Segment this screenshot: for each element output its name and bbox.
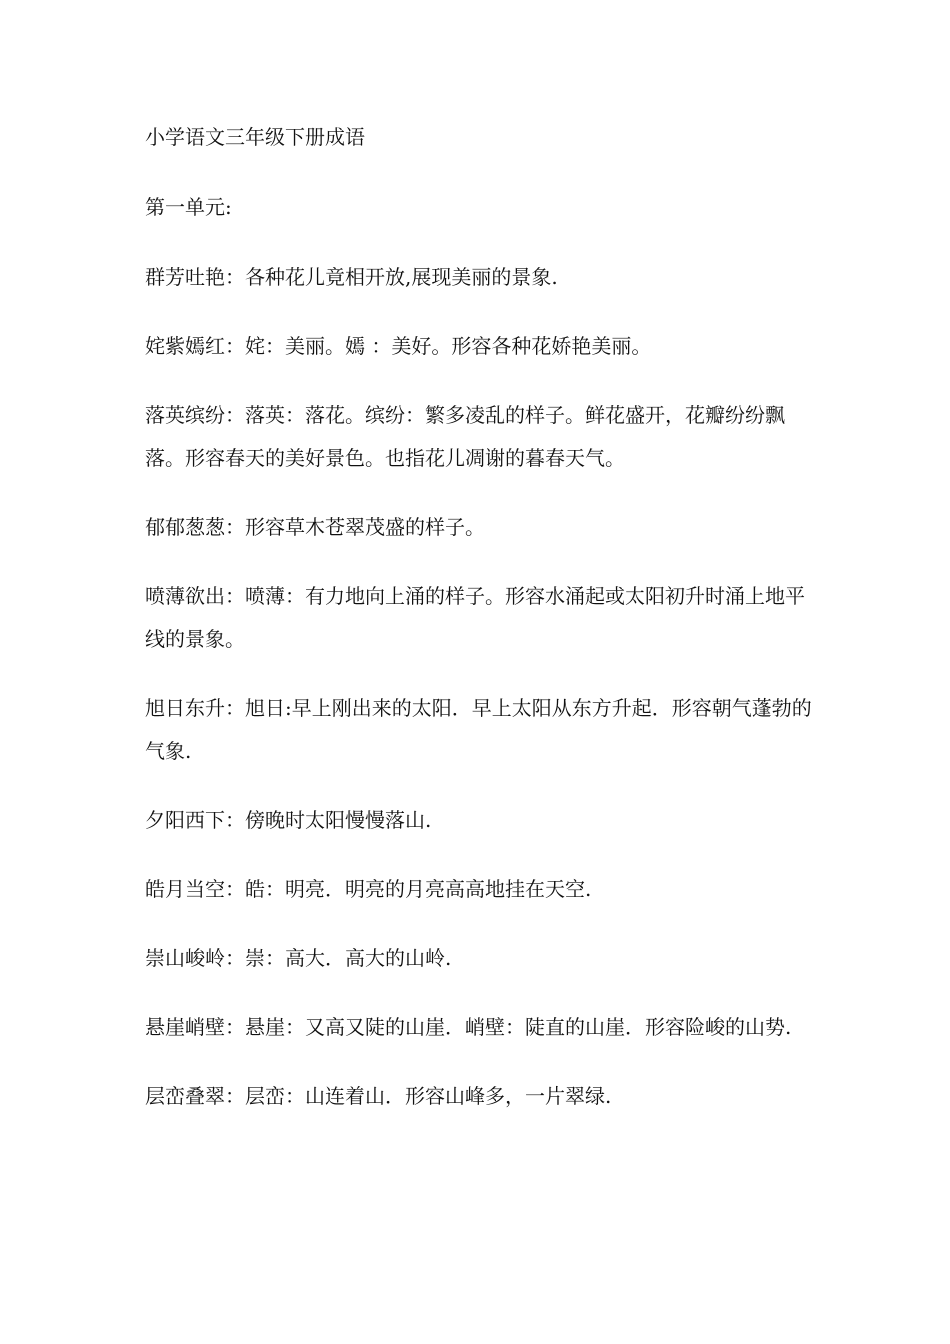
idiom-entry: 姹紫嫣红：姹：美丽。嫣 ：美好。形容各种花娇艳美丽。 <box>145 334 652 358</box>
idiom-entry: 喷薄欲出：喷薄：有力地向上涌的样子。形容水涌起或太阳初升时涌上地平线的景象。 <box>145 584 805 651</box>
idiom-entry: 崇山峻岭：崇：高大．高大的山岭. <box>145 946 452 970</box>
idiom-entry: 夕阳西下：傍晚时太阳慢慢落山. <box>145 808 432 832</box>
idiom-entry: 皓月当空：皓：明亮．明亮的月亮高高地挂在天空. <box>145 877 592 901</box>
idiom-entry: 郁郁葱葱：形容草木苍翠茂盛的样子。 <box>145 515 485 539</box>
unit-heading: 第一单元: <box>145 195 232 219</box>
idiom-entry: 层峦叠翠：层峦：山连着山．形容山峰多，一片翠绿. <box>145 1084 612 1108</box>
idiom-entry: 落英缤纷：落英：落花。缤纷：繁多凌乱的样子。鲜花盛开，花瓣纷纷飘落。形容春天的美好景色。也指花儿凋谢的暮春天气。 <box>145 403 785 470</box>
document-body <box>145 116 813 1144</box>
idiom-entry: 群芳吐艳：各种花儿竟相开放,展现美丽的景象. <box>145 265 558 289</box>
idiom-entry: 旭日东升：旭日:早上刚出来的太阳．早上太阳从东方升起．形容朝气蓬勃的气象. <box>145 696 812 763</box>
document-title: 小学语文三年级下册成语 <box>145 125 365 149</box>
idiom-entry: 悬崖峭壁：悬崖：又高又陡的山崖．峭壁：陡直的山崖．形容险峻的山势. <box>145 1015 792 1039</box>
